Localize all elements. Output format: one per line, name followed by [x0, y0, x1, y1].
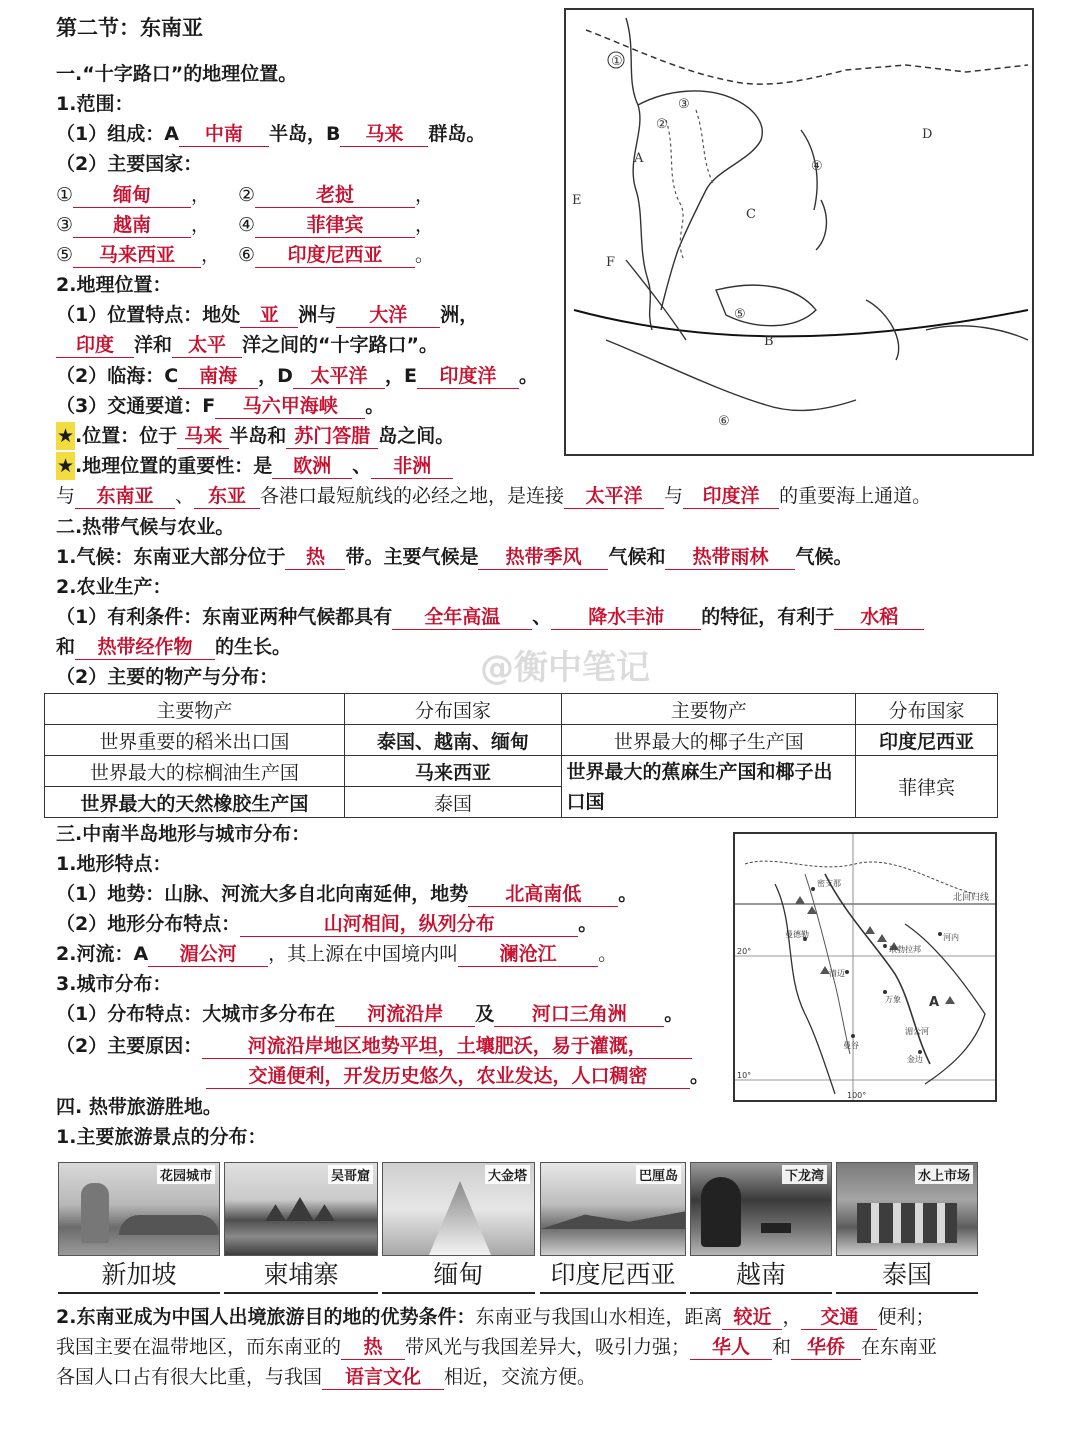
answer-blank: 东南亚: [75, 484, 175, 509]
map-label: 20°: [737, 947, 752, 956]
products-label: （2）主要的物产与分布：: [56, 666, 279, 688]
answer-blank: 马来: [340, 122, 428, 147]
reason-line: （2）主要原因： 河流沿岸地区地势平坦，土壤肥沃，易于灌溉，: [56, 1032, 692, 1060]
answer-blank: 全年高温: [392, 605, 532, 630]
equator-line: [574, 310, 1028, 336]
map-label: 清迈: [829, 969, 845, 978]
tourism-heading: 1.主要旅游景点的分布：: [56, 1126, 267, 1148]
map-label: A: [634, 151, 644, 166]
photo-caption: 缅甸: [382, 1258, 535, 1294]
scope-heading: 1.范围：: [56, 93, 134, 115]
table-cell: 世界最大的蕉麻生产国和椰子出口国: [562, 756, 856, 818]
section-1-heading: 一.“十字路口”的地理位置。: [56, 63, 298, 85]
map-label: 湄公河: [905, 1027, 929, 1036]
position-line-2: 印度 洋和 太平 洋之间的“十字路口”。: [56, 331, 438, 359]
answer-blank: 菲律宾: [255, 213, 415, 238]
answer-blank: 北高南低: [468, 882, 618, 907]
answer-blank: 河流沿岸: [335, 1002, 475, 1027]
photo-tag: 吴哥窟: [328, 1165, 373, 1184]
countries-row-2b: ④ 菲律宾 ，: [238, 214, 435, 236]
section-2-heading: 二.热带气候与农业。: [56, 516, 235, 538]
table-cell: 世界最大的椰子生产国: [562, 725, 856, 756]
coast-line: [775, 884, 835, 1094]
tropic-line: [586, 30, 1028, 84]
map-label: 金边: [907, 1055, 923, 1064]
karst-icon: [701, 1177, 741, 1247]
traffic-line: （3）交通要道：F 马六甲海峡 。: [56, 395, 385, 417]
mountain-icons: [795, 896, 955, 1004]
answer-blank: 热带经作物: [75, 635, 215, 660]
map-label: 万象: [885, 995, 901, 1004]
borneo-island: [716, 285, 816, 326]
java-island: [606, 340, 856, 410]
composition-line: （1）组成：A 中南 半岛，B 马来 群岛。: [56, 123, 486, 145]
pagoda-icon: [429, 1181, 491, 1255]
condition-line: （1）有利条件：东南亚两种气候都具有 全年高温 、 降水丰沛 的特征，有利于 水稻: [56, 603, 924, 631]
answer-blank: 大洋: [336, 303, 440, 328]
building-icon: [119, 1215, 219, 1235]
section-4-heading: 四. 热带旅游胜地。: [56, 1096, 222, 1118]
table-header: 主要物产: [45, 694, 345, 725]
answer-blank: 越南: [73, 213, 191, 238]
answer-blank: 印度: [56, 333, 134, 358]
star-icon: ★: [56, 452, 75, 480]
coast-icon: [541, 1211, 686, 1229]
singapore-photo: [58, 1162, 220, 1256]
border-line: [745, 861, 975, 894]
merlion-icon: [81, 1183, 109, 1243]
answer-blank: 老挝: [255, 183, 415, 208]
answer-blank: 中南: [179, 122, 269, 147]
map-label: ③: [678, 97, 690, 112]
answer-blank: 热带季风: [478, 545, 608, 570]
table-cell: 泰国、越南、缅甸: [344, 725, 562, 756]
map-label: 100°: [847, 1091, 867, 1100]
table-cell: 泰国: [344, 787, 562, 818]
answer-blank: 南海: [178, 364, 258, 389]
myanmar-photo: [382, 1162, 535, 1256]
answer-blank: 热: [285, 545, 345, 570]
map-label: ②: [656, 117, 668, 132]
table-header: 主要物产: [562, 694, 856, 725]
answer-blank: 交通便利，开发历史悠久，农业发达，人口稠密: [206, 1064, 690, 1089]
map-label: 琅勃拉邦: [889, 945, 921, 954]
answer-blank: 印度尼西亚: [255, 243, 415, 268]
table-cell: 印度尼西亚: [856, 725, 998, 756]
section-3-heading: 三.中南半岛地形与城市分布：: [56, 823, 311, 845]
answer-blank: 东亚: [194, 484, 260, 509]
countries-row-3: ⑤ 马来西亚 ，: [56, 244, 221, 266]
answer-blank: 马六甲海峡: [215, 394, 365, 419]
table-header-row: [45, 694, 998, 725]
answer-blank: 语言文化: [322, 1365, 444, 1390]
advantage-line-2: 我国主要在温带地区，而东南亚的 热 带风光与我国差异大，吸引力强； 华人 和 华侨 在东南亚: [56, 1336, 938, 1358]
photo-tag: 巴厘岛: [636, 1165, 681, 1184]
city-line: （1）分布特点：大城市多分布在 河流沿岸 及 河口三角洲 。: [56, 1003, 684, 1025]
countries-row-3b: ⑥ 印度尼西亚 。: [238, 244, 435, 266]
table-cell: 世界最大的棕榈油生产国: [45, 756, 345, 787]
vietnam-photo: [690, 1162, 832, 1256]
table-header: 分布国家: [344, 694, 562, 725]
table-row: [45, 725, 998, 756]
indonesia-photo: [540, 1162, 686, 1256]
coast-west: [626, 18, 652, 330]
answer-blank: 印度洋: [417, 364, 519, 389]
river-line: 2.河流：A 湄公河 ，其上源在中国境内叫 澜沧江 。: [56, 943, 618, 965]
answer-blank: 欧洲: [272, 454, 352, 479]
page-title: 第二节：东南亚: [56, 16, 203, 40]
answer-blank: 山河相间，纵列分布: [240, 912, 578, 937]
answer-blank: 华侨: [791, 1335, 861, 1360]
photo-caption: 泰国: [836, 1258, 978, 1294]
philippines-islands: [801, 130, 826, 250]
answer-blank: 河流沿岸地区地势平坦，土壤肥沃，易于灌溉，: [202, 1034, 692, 1059]
city-dot: [938, 932, 942, 936]
river-line: [805, 874, 850, 1054]
cambodia-photo: [224, 1162, 378, 1256]
table-cell: 世界最大的天然橡胶生产国: [45, 787, 345, 818]
map-label: C: [746, 207, 756, 222]
map-label: ⑥: [718, 414, 730, 429]
photo-caption: 新加坡: [58, 1258, 220, 1294]
answer-blank: 太平洋: [293, 364, 385, 389]
photo-caption: 柬埔寨: [224, 1258, 378, 1294]
photo-tag: 大金塔: [485, 1165, 530, 1184]
answer-blank: 热带雨林: [665, 545, 795, 570]
answer-blank: 缅甸: [73, 183, 191, 208]
advantage-line-3: 各国人口占有很大比重，与我国 语言文化 相近，交流方便。: [56, 1366, 597, 1388]
countries-label: （2）主要国家：: [56, 153, 203, 175]
table-cell: 菲律宾: [856, 756, 998, 818]
answer-blank: 降水丰沛: [551, 605, 701, 630]
map-label: D: [922, 127, 933, 142]
answer-blank: 较近: [722, 1305, 782, 1330]
map-label: 河内: [943, 933, 959, 942]
answer-blank: 河口三角洲: [494, 1002, 664, 1027]
table-cell: 世界重要的稻米出口国: [45, 725, 345, 756]
location-line: ★.位置：位于 马来 半岛和 苏门答腊 岛之间。: [56, 422, 454, 450]
answer-blank: 湄公河: [148, 942, 268, 967]
table-row: [45, 756, 998, 787]
map-label: A: [929, 995, 940, 1010]
map-drawing: [566, 10, 1032, 454]
photo-tag: 下龙湾: [782, 1165, 827, 1184]
star-icon: ★: [56, 422, 75, 450]
distribution-line: （2）地形分布特点： 山河相间，纵列分布 。: [56, 913, 598, 935]
advantage-line-1: 2.东南亚成为中国人出境旅游目的地的优势条件：东南亚与我国山水相连，距离 较近 ， 交通 便利；: [56, 1306, 935, 1328]
countries-row-1: ① 缅甸 ，: [56, 184, 211, 206]
answer-blank: 热: [341, 1335, 405, 1360]
photo-caption: 越南: [690, 1258, 832, 1294]
answer-blank: 亚: [240, 303, 298, 328]
city-dot: [883, 990, 887, 994]
map-label: B: [764, 334, 774, 349]
watermark: @衡中笔记: [480, 648, 650, 688]
terrain-line: （1）地势：山脉、河流大多自北向南延伸，地势 北高南低 。: [56, 883, 638, 905]
answer-blank: 印度洋: [683, 484, 779, 509]
climate-line: 1.气候：东南亚大部分位于 热 带。主要气候是 热带季风 气候和 热带雨林 气候。: [56, 546, 853, 568]
city-heading: 3.城市分布：: [56, 973, 172, 995]
map-label: ⑤: [734, 307, 746, 322]
countries-row-1b: ② 老挝 ，: [238, 184, 435, 206]
map-label: 曼谷: [843, 1041, 859, 1050]
city-dot: [845, 970, 849, 974]
southeast-asia-map: [564, 8, 1034, 456]
location-heading: 2.地理位置：: [56, 274, 172, 296]
city-dot: [883, 944, 887, 948]
answer-blank: 水稻: [834, 605, 924, 630]
thailand-photo: [836, 1162, 978, 1256]
answer-blank: 非洲: [371, 454, 453, 479]
terrain-heading: 1.地形特点：: [56, 853, 172, 875]
map-label: ④: [811, 159, 823, 174]
answer-blank: 交通: [801, 1305, 877, 1330]
answer-blank: 华人: [690, 1335, 772, 1360]
city-dot: [851, 1034, 855, 1038]
boat-icon: [761, 1223, 791, 1233]
answer-blank: 马来: [177, 424, 229, 449]
market-boats-icon: [857, 1203, 957, 1243]
position-line-1: （1）位置特点：地处 亚 洲与 大洋 洲，: [56, 304, 479, 326]
map-label: 北回归线: [953, 893, 990, 903]
border-line: [696, 110, 714, 185]
condition-line-2: 和 热带经作物 的生长。: [56, 636, 292, 658]
sea-line: （2）临海：C 南海 ，D 太平洋 ，E 印度洋 。: [56, 365, 538, 387]
products-table: [44, 693, 998, 818]
answer-blank: 苏门答腊: [286, 424, 378, 449]
table-cell: 马来西亚: [344, 756, 562, 787]
answer-blank: 马来西亚: [73, 243, 201, 268]
border-line: [666, 120, 684, 260]
map-label: 密支那: [817, 879, 841, 888]
answer-blank: 澜沧江: [458, 942, 598, 967]
map-label: 10°: [737, 1071, 752, 1080]
city-dot: [811, 887, 815, 891]
city-dot: [918, 1050, 922, 1054]
countries-row-2: ③ 越南 ，: [56, 214, 211, 236]
map-label: F: [606, 255, 616, 270]
agriculture-heading: 2.农业生产：: [56, 576, 172, 598]
reason-line-2: 交通便利，开发历史悠久，农业发达，人口稠密 。: [206, 1062, 709, 1090]
photo-caption: 印度尼西亚: [540, 1258, 686, 1294]
photo-tag: 水上市场: [915, 1165, 973, 1184]
temple-icon: [265, 1197, 335, 1221]
map-label: E: [572, 193, 582, 208]
answer-blank: 太平: [172, 333, 242, 358]
map-label: 曼德勒: [785, 930, 809, 939]
map-drawing: [735, 834, 995, 1100]
photo-tag: 花园城市: [157, 1165, 215, 1184]
answer-blank: 太平洋: [564, 484, 664, 509]
importance-line: ★.地理位置的重要性：是 欧洲 、 非洲: [56, 452, 453, 480]
map-label: ①: [611, 54, 623, 69]
indochina-map: [733, 832, 997, 1102]
importance-line-2: 与 东南亚 、 东亚 各港口最短航线的必经之地，是连接 太平洋 与 印度洋 的重要海上通道。: [56, 485, 932, 507]
table-header: 分布国家: [856, 694, 998, 725]
